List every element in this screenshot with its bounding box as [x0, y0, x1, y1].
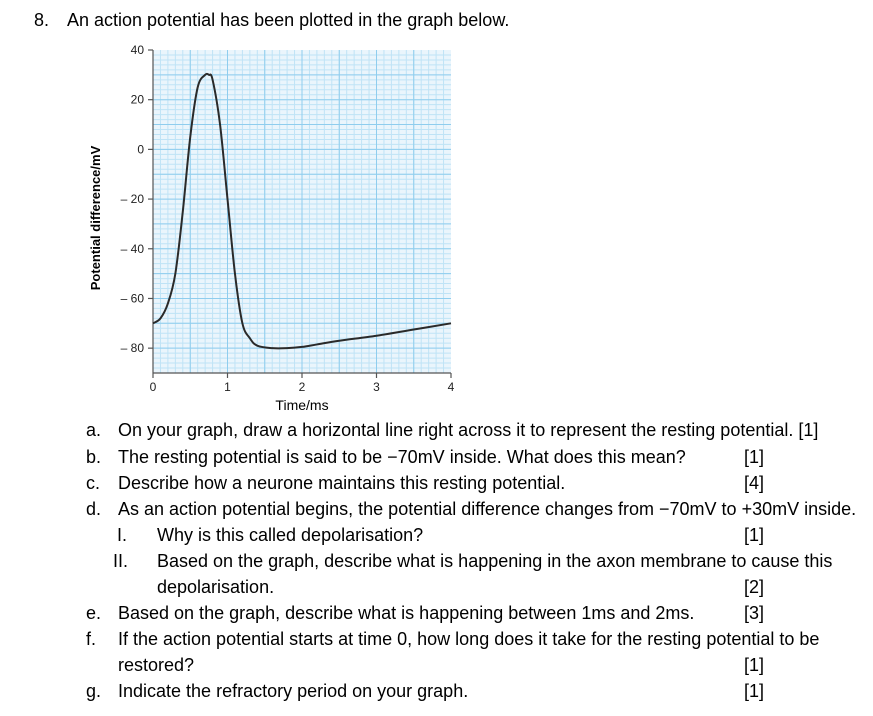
part-f-marks: [1] — [744, 655, 765, 675]
part-d-ii-marks: [2] — [744, 577, 765, 597]
y-tick-label: – 80 — [120, 341, 144, 356]
part-g-letter: g. — [86, 681, 102, 701]
part-b-marks: [1] — [744, 447, 765, 467]
y-tick-label: – 20 — [120, 192, 144, 207]
part-b-text: The resting potential is said to be −70mV inside. What does this mean? — [118, 447, 686, 467]
question-number: 8. — [34, 10, 50, 30]
part-a-letter: a. — [86, 420, 102, 440]
part-d-letter: d. — [86, 499, 102, 519]
part-c-letter: c. — [86, 473, 101, 493]
part-d-i-text: Why is this called depolarisation? — [157, 525, 424, 545]
x-tick-label: 1 — [224, 380, 231, 394]
part-f-text: If the action potential starts at time 0, how long does it take for the resting potential to be — [118, 629, 820, 649]
part-f-text-cont: restored? — [118, 655, 195, 675]
y-tick-label: 40 — [130, 43, 144, 57]
part-d-ii-text: Based on the graph, describe what is happening in the axon membrane to cause this — [157, 551, 833, 571]
part-c-text: Describe how a neurone maintains this resting potential. — [118, 473, 566, 493]
x-tick-label: 2 — [298, 380, 306, 394]
part-d-text: As an action potential begins, the potential difference changes from −70mV to +30mV inside. — [118, 499, 857, 519]
y-tick-label: 20 — [130, 92, 144, 107]
part-g-text: Indicate the refractory period on your graph. — [118, 681, 469, 701]
part-e-marks: [3] — [744, 603, 765, 623]
part-g-marks: [1] — [744, 681, 765, 701]
part-a-text: On your graph, draw a horizontal line right across it to represent the resting potential. [1] — [118, 420, 819, 440]
x-tick-label: 0 — [149, 380, 157, 394]
part-c-marks: [4] — [744, 473, 765, 493]
x-tick-label: 3 — [373, 380, 380, 394]
part-d-i-numeral: I. — [117, 525, 128, 545]
x-tick-label: 4 — [447, 380, 455, 394]
y-tick-label: 0 — [137, 142, 144, 157]
part-f-letter: f. — [86, 629, 97, 649]
part-d-i-marks: [1] — [744, 525, 765, 545]
y-tick-label: – 40 — [120, 241, 144, 256]
y-tick-label: – 60 — [120, 291, 144, 306]
part-b-letter: b. — [86, 447, 102, 467]
part-d-ii-numeral: II. — [113, 551, 129, 571]
part-d-ii-text-cont: depolarisation. — [157, 577, 275, 597]
part-e-letter: e. — [86, 603, 102, 623]
part-e-text: Based on the graph, describe what is happening between 1ms and 2ms. — [118, 603, 695, 623]
y-axis-label: Potential difference/mV — [88, 145, 103, 291]
x-axis-label: Time/ms — [275, 397, 329, 413]
question-text: An action potential has been plotted in the graph below. — [67, 10, 510, 30]
